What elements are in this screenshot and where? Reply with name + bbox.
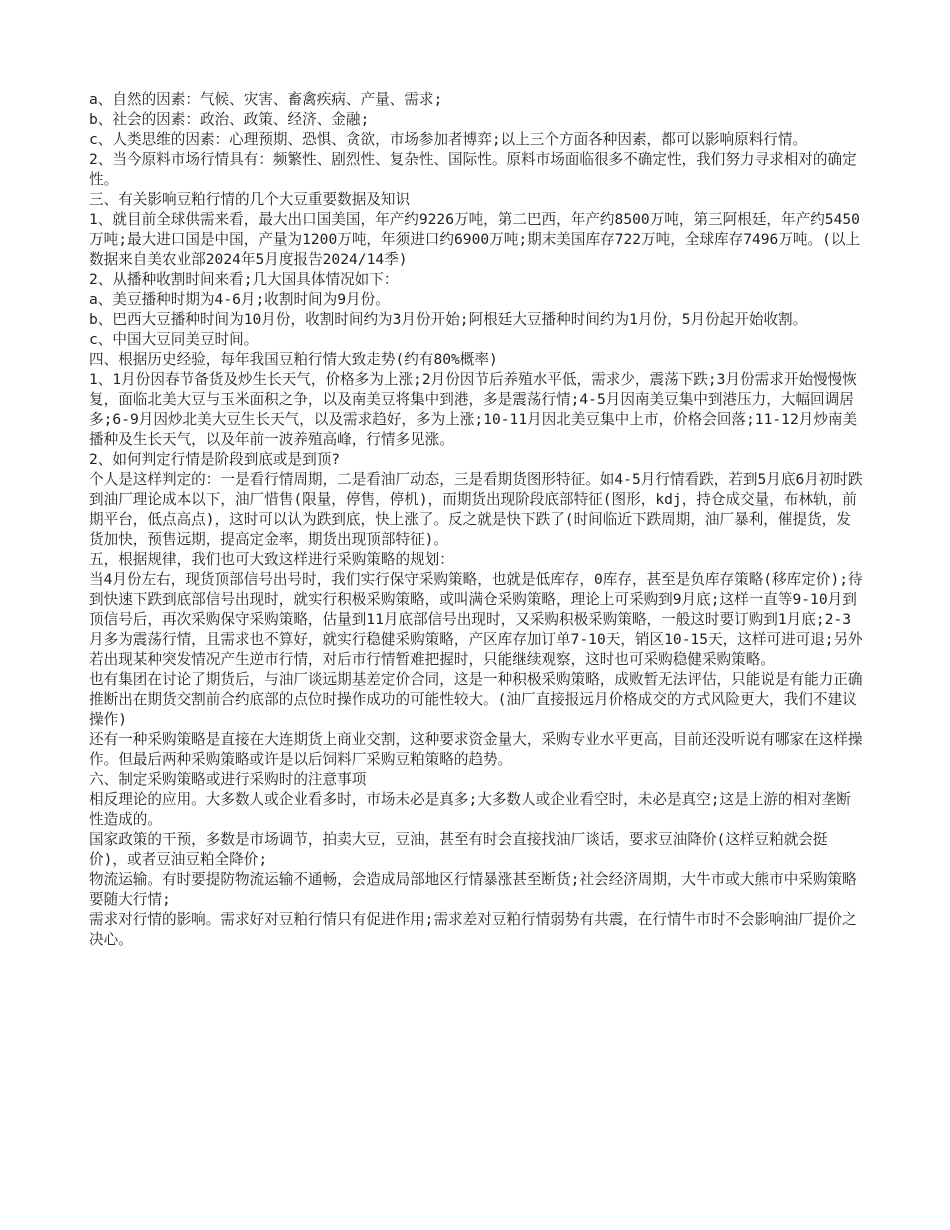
paragraph-market-traits: 2、当今原料市场行情具有：频繁性、剧烈性、复杂性、国际性。原料市场面临很多不确定性，我们努力寻求相对的确定性。 (89, 151, 857, 188)
document-body (89, 90, 865, 950)
paragraph-us-planting: a、美豆播种时期为4-6月;收割时间为9月份。 (89, 291, 390, 308)
section-heading-4: 四、根据历史经验，每年我国豆粕行情大致走势(约有80%概率) (89, 351, 498, 368)
paragraph-factor-human: c、人类思维的因素：心理预期、恐惧、贪欲，市场参加者博弈;以上三个方面各种因素，都可以影响原料行情。 (89, 131, 808, 148)
paragraph-contrarian-theory: 相反理论的应用。大多数人或企业看多时，市场未必是真多;大多数人或企业看空时，未必是真空;这是上游的相对垄断性造成的。 (89, 791, 851, 828)
section-heading-3: 三、有关影响豆粕行情的几个大豆重要数据及知识 (89, 191, 411, 208)
paragraph-china-planting: c、中国大豆同美豆时间。 (89, 331, 259, 348)
paragraph-judgment-method: 个人是这样判定的：一是看行情周期，二是看油厂动态，三是看期货图形特征。如4-5月行情看跌，若到5月底6月初时跌到油厂理论成本以下，油厂惜售(限量，停售，停机)，而期货出现阶段底部特征(图形，kdj，持仓成交量，布林轨，前期平台，低点高点)，这时可以认为跌到底，快上涨了。反之就是快下跌了(时间临近下跌周期，油厂暴利，催提货，发货加快，预售远期，提高定金率，期货出现顶部特征)。 (89, 471, 863, 548)
paragraph-policy-intervention: 国家政策的干预，多数是市场调节，拍卖大豆，豆油，甚至有时会直接找油厂谈话，要求豆油降价(这样豆粕就会挺价)，或者豆油豆粕全降价; (89, 831, 828, 868)
paragraph-global-supply: 1、就目前全球供需来看，最大出口国美国，年产约9226万吨，第二巴西，年产约8500万吨，第三阿根廷，年产约5450万吨;最大进口国是中国，产量为1200万吨，年须进口约6900万吨;期末美国库存722万吨，全球库存7496万吨。(以上数据来自美农业部2024年5月度报告2024/14季) (89, 211, 861, 268)
section-heading-6: 六、制定采购策略或进行采购时的注意事项 (89, 771, 367, 788)
paragraph-monthly-trend: 1、1月份因春节备货及炒生长天气，价格多为上涨;2月份因节后养殖水平低，需求少，震荡下跌;3月份需求开始慢慢恢复，面临北美大豆与玉米面积之争，以及南美豆将集中到港，多是震荡行情;4-5月因南美豆集中到港压力，大幅回调居多;6-9月因炒北美大豆生长天气，以及需求趋好，多为上涨;10-11月因北美豆集中上市，价格会回落;11-12月炒南美播种及生长天气，以及年前一波养殖高峰，行情多见涨。 (89, 371, 858, 448)
paragraph-basis-contract: 也有集团在讨论了期货后，与油厂谈远期基差定价合同，这是一种积极采购策略，成败暂无法评估，只能说是有能力正确推断出在期货交割前合约底部的点位时操作成功的可能性较大。(油厂直接报远月价格成交的方式风险更大，我们不建议操作) (89, 671, 863, 728)
section-heading-5: 五，根据规律，我们也可大致这样进行采购策略的规划： (89, 551, 454, 568)
paragraph-bottom-top-question: 2、如何判定行情是阶段到底或是到顶? (89, 451, 341, 468)
paragraph-factor-social: b、社会的因素：政治、政策、经济、金融; (89, 111, 370, 128)
paragraph-brazil-argentina: b、巴西大豆播种时间为10月份，收割时间约为3月份开始;阿根廷大豆播种时间约为1月份，5月份起开始收割。 (89, 311, 808, 328)
paragraph-demand-impact: 需求对行情的影响。需求好对豆粕行情只有促进作用;需求差对豆粕行情弱势有共震，在行情牛市时不会影响油厂提价之决心。 (89, 911, 857, 948)
paragraph-factor-natural: a、自然的因素：气候、灾害、畜禽疾病、产量、需求; (89, 91, 443, 108)
paragraph-futures-delivery: 还有一种采购策略是直接在大连期货上商业交割，这种要求资金量大，采购专业水平更高，目前还没听说有哪家在这样操作。但最后两种采购策略或许是以后饲料厂采购豆粕策略的趋势。 (89, 731, 863, 768)
paragraph-planting-intro: 2、从播种收割时间来看;几大国具体情况如下： (89, 271, 399, 288)
paragraph-procurement-plan: 当4月份左右，现货顶部信号出号时，我们实行保守采购策略，也就是低库存，0库存，甚至是负库存策略(移库定价);待到快速下跌到底部信号出现时，就实行积极采购策略，或叫满仓采购策略，理论上可采购到9月底;这样一直等9-10月到顶信号后，再次采购保守采购策略，估量到11月底部信号出现时，又采购积极采购策略，一般这时要订购到1月底;2-3月多为震荡行情，且需求也不算好，就实行稳健采购策略，产区库存加订单7-10天，销区10-15天，这样可进可退;另外若出现某种突发情况产生逆市行情，对后市行情暂难把握时，只能继续观察，这时也可采购稳健采购策略。 (89, 571, 863, 668)
paragraph-logistics: 物流运输。有时要提防物流运输不通畅，会造成局部地区行情暴涨甚至断货;社会经济周期，大牛市或大熊市中采购策略要随大行情; (89, 871, 857, 908)
